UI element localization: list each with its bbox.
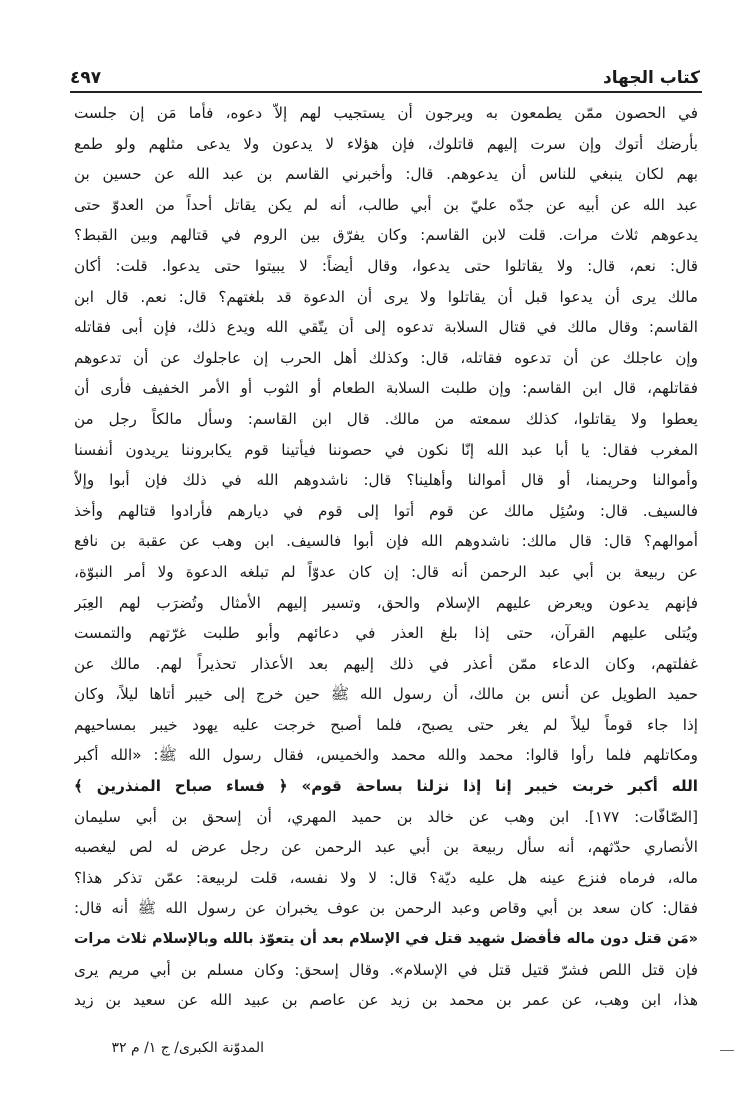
text-line: يدعوهم ثلاث مرات. قلت لابن القاسم: وكان يفرّق بين الروم في قتالهم وبين القبط؟ xyxy=(74,226,698,245)
text-line: بأرضك أتوك وإن سرت إليهم قاتلوك، فإن هؤلاء لا يدعون ولا يدعى مثلهم ولو طمع xyxy=(74,134,698,153)
text-line: ماله، فرماه فنزع عينه هل عليه ديّة؟ قال: لا ولا نفسه، قلت لربيعة: عمّن تذكر هذا؟ xyxy=(74,868,698,887)
hadith-quote-line: «مَن قتل دون ماله فأفضل شهيد قتل في الإسلام بعد أن يتعوّذ بالله وبالإسلام ثلاث مرات xyxy=(74,931,698,948)
text-line: فإنهم يدعون ويعرض عليهم الإسلام والحق، وتسير إليهم الأمثال وتُضرَب لهم العِبَر xyxy=(74,593,698,612)
text-line: فقال: كان سعد بن أبي وقاص وعبد الرحمن بن عوف يخبران عن رسول الله ﷺ أنه قال: xyxy=(74,899,698,918)
text-line: ويُتلى عليهم القرآن، حتى إذا بلغ العذر في دعائهم وأبو طلبت غرّتهم والتمست xyxy=(74,624,698,643)
body-text xyxy=(74,98,698,1018)
chapter-title: كتاب الجهاد xyxy=(602,68,700,88)
text-line: وإن عاجلك عن أن تدعوه فقاتله، قال: وكذلك أهل الحرب إن عاجلوك عن أن تدعوهم xyxy=(74,348,698,367)
hadith-quote-line: الله أكبر خربت خيبر إنا إذا نزلنا بساحة قوم» ﴿ فساء صباح المنذرين ﴾ xyxy=(74,777,698,796)
text-line: المغرب فقال: يا أبا عبد الله إنّا نكون في حصوننا فيأتينا قوم يكابروننا يريدون أنفسنا xyxy=(74,440,698,459)
page-header xyxy=(70,60,700,88)
text-line: فالسيف. قال: وسُئِل مالك عن قوم أتوا إلى قوم في ديارهم فأرادوا قتالهم وأخذ xyxy=(74,501,698,520)
text-line: هذا، ابن وهب، عن عمر بن محمد بن زيد عن عاصم بن عبيد الله عن سعيد بن زيد xyxy=(74,991,698,1010)
margin-mark xyxy=(720,1050,734,1051)
text-line: القاسم: وقال مالك في قتال السلابة تدعوه إلى أن يتّقي الله ويدع ذلك، فإن أبى فقاتله xyxy=(74,318,698,337)
text-line: بهم لكان ينبغي للناس أن يدعوهم. قال: وأخبرني القاسم بن عبد الله عن حسين بن xyxy=(74,165,698,184)
text-line: غفلتهم، وكان الدعاء ممّن أعذر في ذلك إليهم بعد الأعذار تحذيراً لهم. مالك عن xyxy=(74,654,698,673)
header-rule xyxy=(70,91,702,93)
text-line: فإن قتل اللص فشرّ قتيل قتل في الإسلام». وقال إسحق: وكان مسلم بن أبي مريم يرى xyxy=(74,960,698,979)
text-line: إذا جاء قوماً ليلاً لم يغر حتى يصبح، فلما أصبح خرجت عليه يهود خيبر بمساحيهم xyxy=(74,715,698,734)
text-line: [الصّافّات: ١٧٧]. ابن وهب عن خالد بن حميد المهري، أن إسحق بن أبي سليمان xyxy=(74,807,698,826)
page-number: ٤٩٧ xyxy=(70,68,102,88)
text-line: أموالهم؟ قال: قال مالك: ناشدوهم الله فإن أبوا فالسيف. ابن وهب عن عقبة بن نافع xyxy=(74,532,698,551)
text-line: حميد الطويل عن أنس بن مالك، أن رسول الله ﷺ حين خرج إلى خيبر أتاها ليلاً، وكان xyxy=(74,685,698,704)
text-line: فقاتلهم، قال ابن القاسم: وإن طلبت السلابة الطعام أو الثوب أو الأمر الخفيف فأرى أن xyxy=(74,379,698,398)
text-line: يعطوا ولا يقاتلوا، كذلك سمعته من مالك. قال ابن القاسم: وسأل مالكاً رجل من xyxy=(74,409,698,428)
text-line: وأموالنا وحريمنا، أو قال أموالنا وأهلينا؟ قال: ناشدوهم الله في ذلك فإن أبوا وإلاّ xyxy=(74,471,698,490)
footer-citation: المدوّنة الكبرى/ ج ١/ م ٣٢ xyxy=(111,1040,264,1056)
text-line: ومكاتلهم فلما رأوا قالوا: محمد والله محمد والخميس، فقال رسول الله ﷺ: «الله أكبر xyxy=(74,746,698,765)
text-line: عبد الله عن أبيه عن جدّه عليّ بن أبي طالب، أنه لم يكن يقاتل أحداً من العدوّ حتى xyxy=(74,195,698,214)
text-line: مالك يرى أن يدعوا قبل أن يقاتلوا ولا يرى أن الدعوة قد بلغتهم؟ قال: نعم. قال ابن xyxy=(74,287,698,306)
text-line: الأنصاري حدّثهم، أنه سأل ربيعة بن أبي عبد الرحمن عن رجل عرض له لص ليغصبه xyxy=(74,838,698,857)
text-line: في الحصون ممّن يطمعون به ويرجون أن يستجيب لهم إلاّ دعوه، فأما مَن إن جلست xyxy=(74,104,698,122)
text-line: قال: نعم، قال: ولا يقاتلوا حتى يدعوا، وقال أيضاً: لا يبيتوا حتى يدعوا. قلت: أكان xyxy=(74,256,698,275)
text-line: عن ربيعة بن أبي عبد الرحمن أنه قال: إن كان عدوّاً لم تبلغه الدعوة ولا أمر النبوّة، xyxy=(74,562,698,581)
